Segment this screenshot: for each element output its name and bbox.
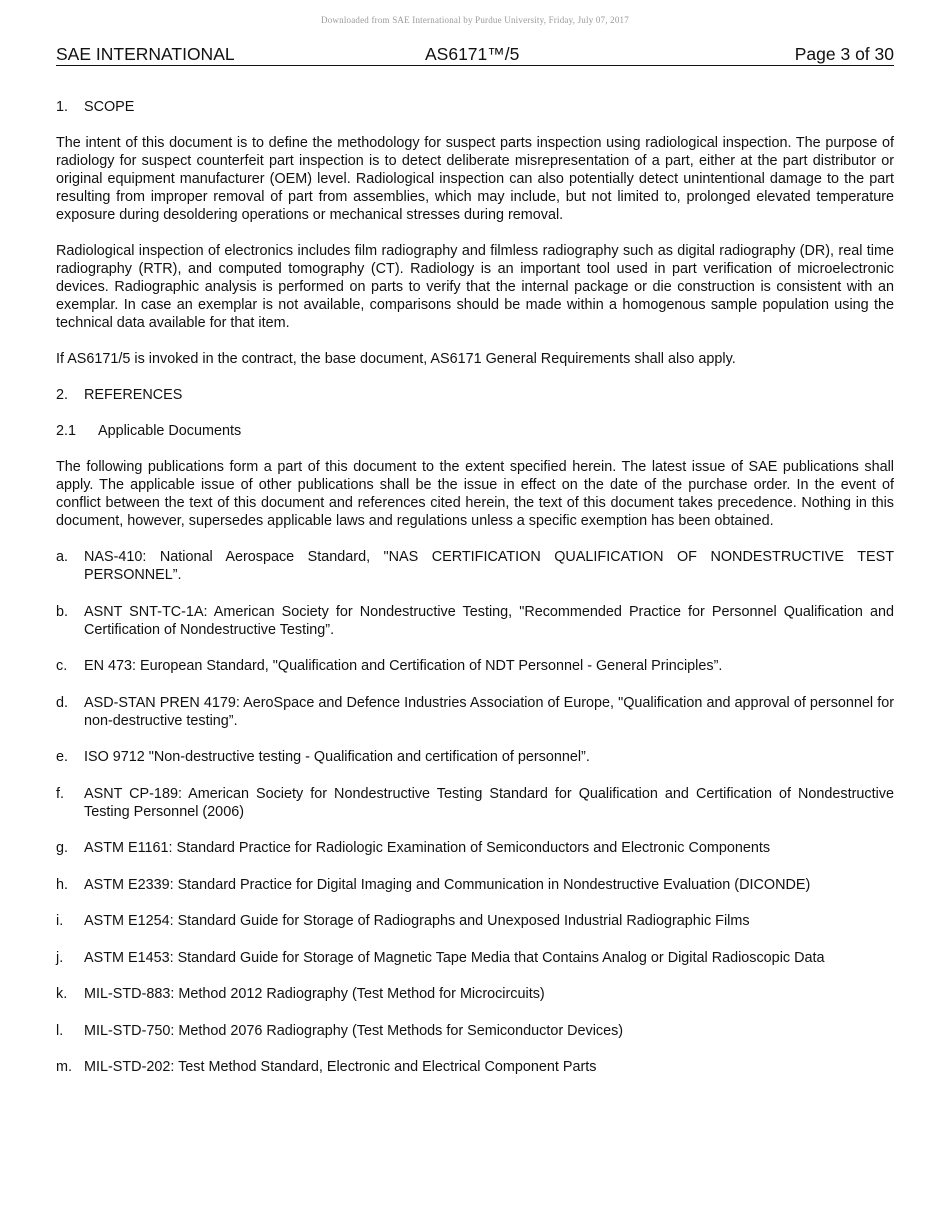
scope-paragraph: Radiological inspection of electronics includes film radiography and filmless radiography such as digital radiography (DR), real time radiography (RTR), and computed tomography (CT). Radiology is an important tool used in part verification of microelectronic devices. Radiographic analysis is performed on parts to verify that the internal package or die construction is consistent with an exemplar. In case an exemplar is not available, comparisons should be made within a homogenous sample population using the technical data available for that item. (56, 243, 894, 331)
subsection-number: 2.1 (56, 423, 77, 439)
reference-list (56, 548, 894, 1076)
reference-item (56, 603, 894, 639)
reference-text: ASTM E1161: Standard Practice for Radiologic Examination of Semiconductors and Electronic Components (84, 840, 771, 856)
reference-text: ISO 9712 "Non-destructive testing - Qualification and certification of personnel”. (84, 749, 590, 765)
reference-text: ASTM E1254: Standard Guide for Storage of Radiographs and Unexposed Industrial Radiographic Films (84, 913, 750, 929)
reference-item (56, 876, 894, 894)
download-watermark: Downloaded from SAE International by Purdue University, Friday, July 07, 2017 (321, 15, 629, 25)
reference-item (56, 949, 894, 967)
reference-item (56, 748, 894, 766)
scope-paragraph: The intent of this document is to define the methodology for suspect parts inspection using radiological inspection. The purpose of radiology for suspect counterfeit part inspection is to detect deliberate misrepresentation of a part, either at the part distributor or original equipment manufacturer (OEM) level. Radiological inspection can also potentially detect unintentional damage to the part resulting from improper removal of part from assemblies, which may include, but not limited to, prolonged elevated temperature exposure during desoldering operations or mechanical stresses during removal. (56, 135, 894, 223)
reference-letter: d. (56, 694, 69, 711)
subsection-title: Applicable Documents (98, 423, 242, 439)
reference-letter: k. (56, 986, 68, 1002)
reference-item (56, 1022, 894, 1040)
reference-item (56, 785, 894, 821)
reference-letter: i. (56, 913, 64, 929)
references-paragraph: The following publications form a part of this document to the extent specified herein. The latest issue of SAE publications shall apply. The applicable issue of other publications shall be the issue in effect on the date of the purchase order. In the event of conflict between the text of this document and references cited herein, the text of this document takes precedence. Nothing in this document, however, supersedes applicable laws and regulations unless a specific exemption has been obtained. (56, 459, 894, 529)
reference-item (56, 839, 894, 857)
reference-letter: m. (56, 1059, 72, 1075)
header-document-number: AS6171™/5 (425, 44, 520, 64)
subsection-heading-applicable-documents (56, 422, 894, 440)
header-organization: SAE INTERNATIONAL (56, 44, 235, 64)
reference-text: ASTM E1453: Standard Guide for Storage of Magnetic Tape Media that Contains Analog or Digital Radioscopic Data (84, 949, 825, 966)
section-title: REFERENCES (84, 387, 183, 403)
reference-letter: l. (56, 1022, 64, 1039)
header-page-number: Page 3 of 30 (794, 44, 894, 64)
reference-text: ASTM E2339: Standard Practice for Digital Imaging and Communication in Nondestructive Evaluation (DICONDE) (84, 876, 811, 893)
reference-text: ASNT CP-189: American Society for Nondestructive Testing Standard for Qualification and Certification of Nondestructive Testing Personnel (2006) (84, 785, 894, 820)
section-title: SCOPE (84, 99, 135, 115)
scope-paragraph: If AS6171/5 is invoked in the contract, the base document, AS6171 General Requirements shall also apply. (56, 351, 736, 367)
reference-letter: g. (56, 840, 69, 856)
reference-text: MIL-STD-202: Test Method Standard, Electronic and Electrical Component Parts (84, 1059, 597, 1075)
reference-text: EN 473: European Standard, "Qualification and Certification of NDT Personnel - General Principles”. (84, 658, 723, 674)
reference-letter: f. (56, 785, 64, 802)
reference-item (56, 694, 894, 730)
document-body (56, 98, 894, 1095)
reference-text: ASNT SNT-TC-1A: American Society for Nondestructive Testing, "Recommended Practice for Personnel Qualification and Certification of Nondestructive Testing”. (84, 603, 894, 638)
reference-letter: e. (56, 749, 69, 765)
page-header (56, 44, 894, 66)
reference-letter: h. (56, 876, 69, 893)
reference-item (56, 912, 894, 930)
section-heading-scope (56, 98, 894, 116)
reference-item (56, 1058, 894, 1076)
reference-letter: b. (56, 603, 69, 620)
reference-letter: j. (56, 949, 64, 966)
reference-item (56, 985, 894, 1003)
reference-text: ASD-STAN PREN 4179: AeroSpace and Defence Industries Association of Europe, "Qualification and approval of personnel for non-destructive testing”. (84, 694, 894, 729)
section-number: 2. (56, 387, 69, 403)
section-heading-references (56, 386, 894, 404)
section-number: 1. (56, 99, 69, 115)
reference-text: NAS-410: National Aerospace Standard, "NAS CERTIFICATION QUALIFICATION OF NONDESTRUCTIVE TEST PERSONNEL”. (84, 549, 894, 583)
reference-letter: a. (56, 549, 69, 565)
reference-text: MIL-STD-883: Method 2012 Radiography (Test Method for Microcircuits) (84, 986, 545, 1002)
reference-item (56, 548, 894, 584)
reference-text: MIL-STD-750: Method 2076 Radiography (Test Methods for Semiconductor Devices) (84, 1022, 624, 1039)
reference-item (56, 657, 894, 675)
reference-letter: c. (56, 658, 68, 674)
